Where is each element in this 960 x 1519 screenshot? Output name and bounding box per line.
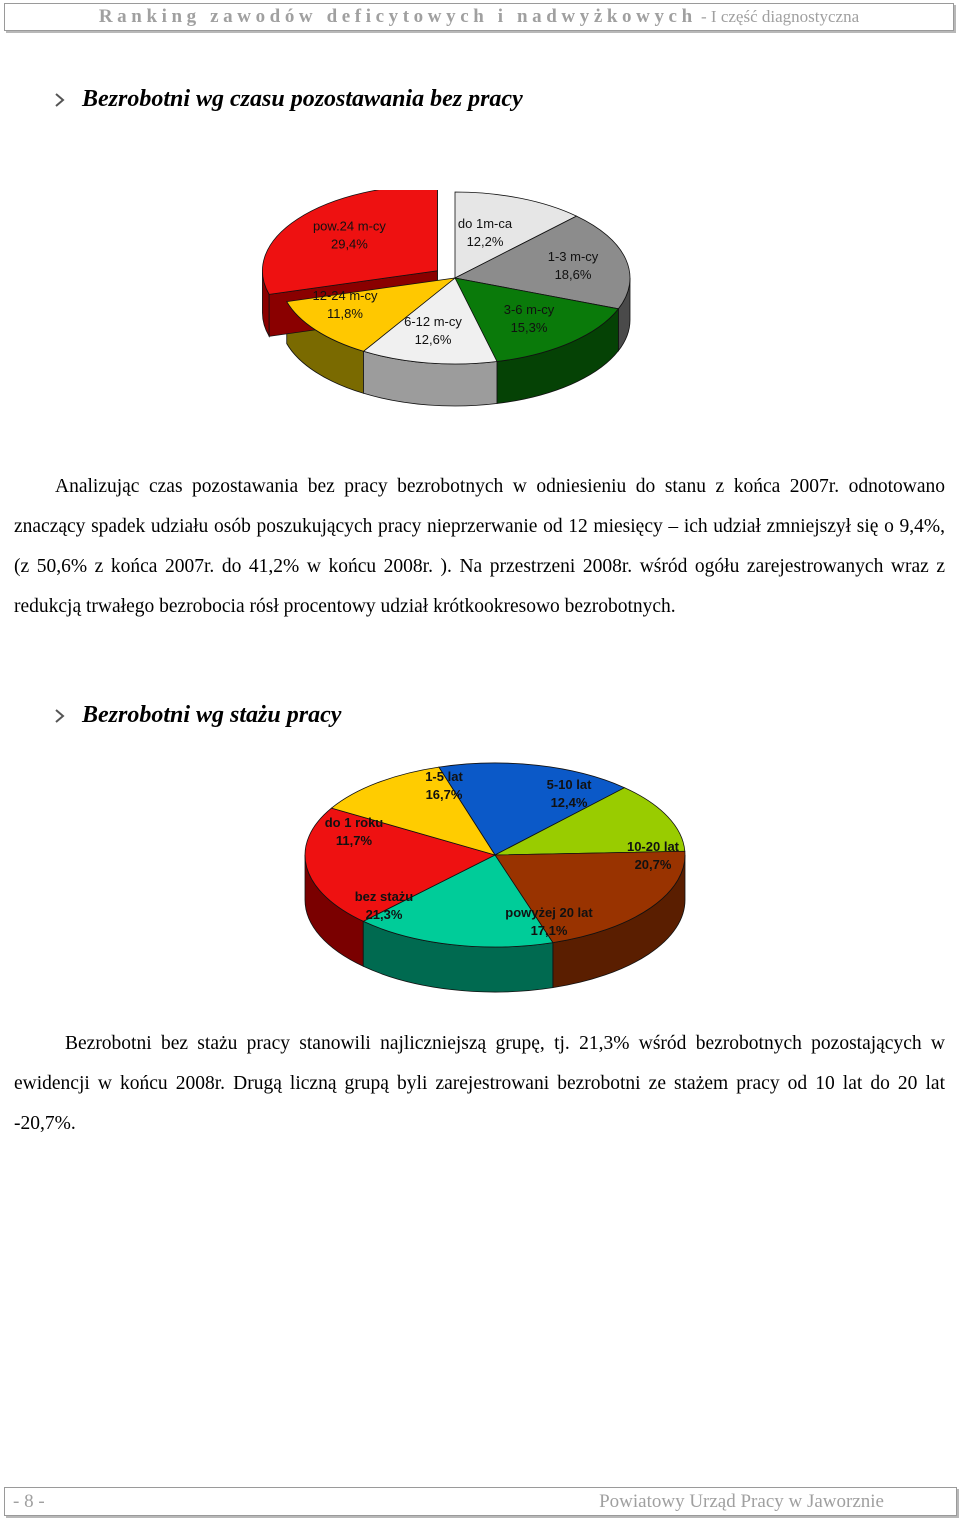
pie-value-3-6-m-cy: 15,3% [510, 320, 548, 335]
paragraph-seniority [14, 1024, 945, 1144]
chevron-right-icon [52, 708, 68, 724]
pie-label-powyżej-20-lat: powyżej 20 lat [505, 905, 593, 920]
pie-value-bez-stażu: 21,3% [365, 907, 403, 922]
pie-label-pow-24-m-cy: pow.24 m-cy [312, 218, 386, 234]
paragraph-text: Bezrobotni bez stażu pracy stanowili najliczniejszą grupę, tj. 21,3% wśród bezrobotnych pozostających w ewidencji w końcu 2008r. Drugą liczną grupą byli zarejestrowani bezrobotni ze stażem pracy od 10 lat do 20 lat -20,7%. [14, 1033, 945, 1134]
pie-value-powyżej-20-lat: 17,1% [530, 923, 568, 938]
pie-value-10-20-lat: 20,7% [634, 857, 672, 872]
pie-value-1-5-lat: 16,7% [425, 787, 463, 802]
section-heading-seniority [52, 702, 341, 729]
pie-label-bez-stażu: bez stażu [354, 889, 414, 904]
section-title: Bezrobotni wg czasu pozostawania bez pracy [82, 86, 523, 112]
pie-chart-work-seniority [0, 755, 960, 1015]
pie-value-do-1-roku: 11,7% [335, 833, 373, 848]
pie-label-12-24-m-cy: 12-24 m-cy [312, 288, 378, 303]
pie-value-1-3-m-cy: 18,6% [554, 267, 592, 282]
pie-value-do-1m-ca: 12,2% [466, 234, 504, 249]
page-number: - 8 - [13, 1490, 45, 1512]
chevron-right-icon [52, 92, 68, 108]
pie-label-do-1-roku: do 1 roku [324, 815, 384, 830]
footer-office: Powiatowy Urząd Pracy w Jaworznie [599, 1490, 884, 1512]
pie-label-1-3-m-cy: 1-3 m-cy [547, 249, 599, 264]
pie-label-3-6-m-cy: 3-6 m-cy [503, 302, 555, 317]
pie-value-pow-24-m-cy: 29,4% [330, 236, 368, 252]
paragraph-text: Analizując czas pozostawania bez pracy bezrobotnych w odniesieniu do stanu z końca 2007r. odnotowano znaczący spadek udziału osób poszukujących pracy nieprzerwanie od 12 miesięcy – ich udział zmniejszył się o 9,4%, (z 50,6% z końca 2007r. do 41,2% w końcu 2008r. ). Na przestrzeni 2008r. wśród ogółu zarejestrowanych wraz z redukcją trwałego bezrobocia rósł procentowy udział krótkookresowo bezrobotnych. [14, 476, 945, 617]
page-header [4, 3, 954, 31]
pie-value-5-10-lat: 12,4% [550, 795, 588, 810]
header-title: Ranking zawodów deficytowych i nadwyżkowych [98, 6, 697, 27]
page-footer [4, 1487, 957, 1516]
pie-label-10-20-lat: 10-20 lat [626, 839, 680, 854]
pie-label-5-10-lat: 5-10 lat [546, 777, 592, 792]
pie-chart-time-without-work [0, 190, 960, 420]
paragraph-analysis [14, 467, 945, 627]
pie-label-6-12-m-cy: 6-12 m-cy [404, 314, 462, 329]
section-title: Bezrobotni wg stażu pracy [82, 702, 342, 728]
pie-label-1-5-lat: 1-5 lat [425, 769, 463, 784]
header-subtitle: - I część diagnostyczna [696, 7, 860, 26]
pie-value-6-12-m-cy: 12,6% [414, 332, 452, 347]
pie-value-12-24-m-cy: 11,8% [327, 306, 363, 321]
pie-label-do-1m-ca: do 1m-ca [457, 216, 513, 231]
section-heading-time [52, 86, 523, 113]
